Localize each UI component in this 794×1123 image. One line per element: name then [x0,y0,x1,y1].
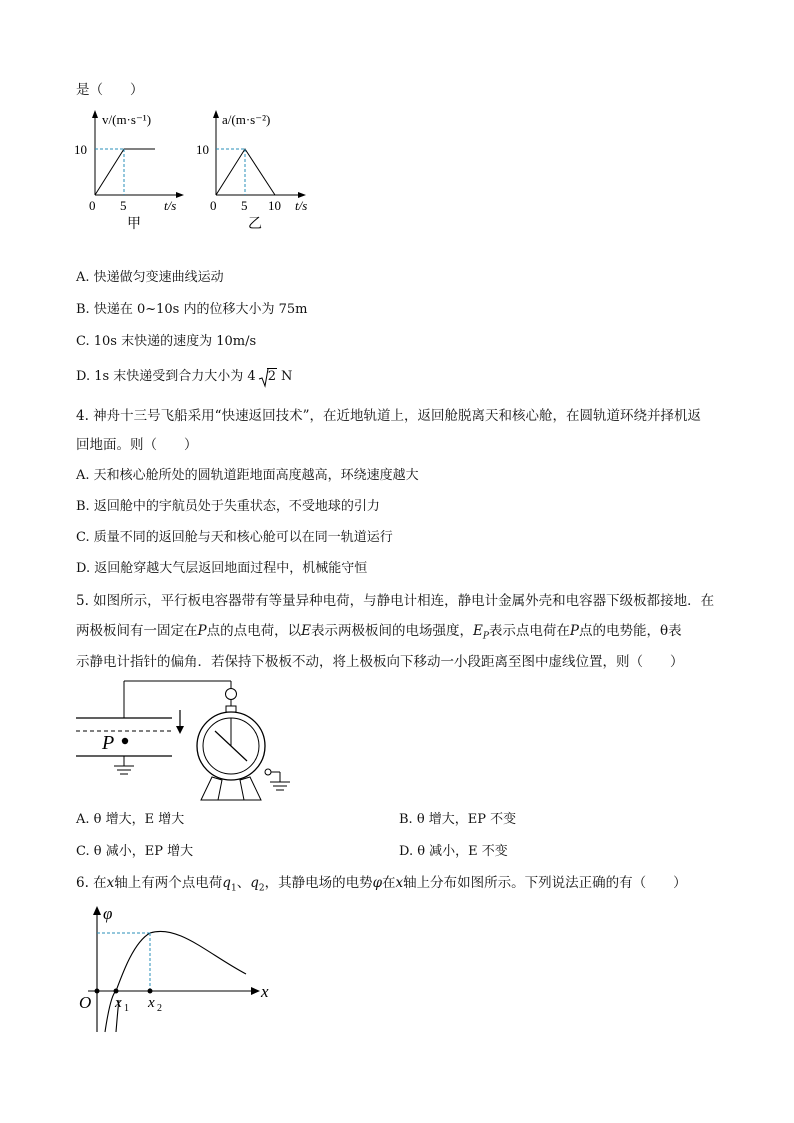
graph-jia [74,108,200,233]
q3-option-c: C. 10s 末快递的速度为 10m/s [76,334,257,349]
graph-jia-origin: 0 [89,198,96,213]
graph-x2-label: x [148,995,155,1011]
graph-yi-origin: 0 [210,198,217,213]
q5-line2: 两极板间有一固定在P点的点电荷，以E表示两极板间的电场强度，$E_P$表示点电荷在P点的电势能，θ表 [76,623,682,642]
graph-yi-xlabel: t/s [295,198,308,213]
graph-x1-label: x [115,995,122,1011]
q3-option-d: D. 1s 末快递受到合力大小为 4 2 N [76,367,292,387]
q4-option-b: B. 返回舱中的宇航员处于失重状态，不受地球的引力 [76,499,380,514]
graph-origin-label: O [79,993,92,1012]
q5-option-a: A. θ 增大，E 增大 [76,812,185,827]
graph-jia-xtick: 5 [120,198,127,213]
q5-option-d: D. θ 减小，E 不变 [399,844,508,859]
graph-yi-ytick: 10 [196,142,209,157]
q4-line2: 回地面。则（ ） [76,437,198,453]
graph-yi-xtick-10: 10 [268,198,281,213]
graph-yi-xtick-5: 5 [241,198,248,213]
q3-option-b: B. 快递在 0~10s 内的位移大小为 75m [76,302,308,317]
q4-line1: 4. 神舟十三号飞船采用“快速返回技术”，在近地轨道上，返回舱脱离天和核心舱，在圆轨道环绕并择机返 [76,408,701,424]
q4-option-c: C. 质量不同的返回舱与天和核心舱可以在同一轨道运行 [76,530,393,545]
graph-jia-xlabel: t/s [164,198,177,213]
graph-jia-ylabel: v/(m·s⁻¹) [102,112,152,127]
graph-phi-label: φ [103,904,113,923]
q3-option-a: A. 快递做匀变速曲线运动 [76,270,224,285]
graph-yi [198,108,323,233]
potential-graph [78,902,278,1037]
graph-yi-ylabel: a/(m·s⁻²) [222,112,271,127]
graph-x1-sub: 1 [124,1003,129,1014]
q5-option-c: C. θ 减小，EP 增大 [76,844,194,859]
point-p-label: P [102,732,115,754]
q5-line3: 示静电计指针的偏角．若保持下极板不动，将上极板向下移动一小段距离至图中虚线位置，则（ ） [76,654,684,670]
sqrt-symbol: 2 [259,367,277,387]
q6-stem: 6. 在x轴上有两个点电荷$q_1$、$q_2$，其静电场的电势φ在x轴上分布如图所示。下列说法正确的有（ ） [76,875,687,894]
q4-option-a: A. 天和核心舱所处的圆轨道距地面高度越高，环绕速度越大 [76,468,419,483]
graph-jia-caption: 甲 [127,217,141,232]
capacitor-electrometer-figure [72,676,312,806]
graph-jia-ytick: 10 [74,142,87,157]
graph-x-label: x [261,982,269,1001]
q3-stem-tail: 是（ ） [76,82,144,98]
q4-option-d: D. 返回舱穿越大气层返回地面过程中，机械能守恒 [76,561,368,576]
q5-option-b: B. θ 增大，EP 不变 [399,812,517,827]
graph-yi-caption: 乙 [248,217,262,232]
q5-line1: 5. 如图所示，平行板电容器带有等量异种电荷，与静电计相连，静电计金属外壳和电容器下级板都接地．在 [76,593,715,609]
graph-x2-sub: 2 [157,1003,162,1014]
